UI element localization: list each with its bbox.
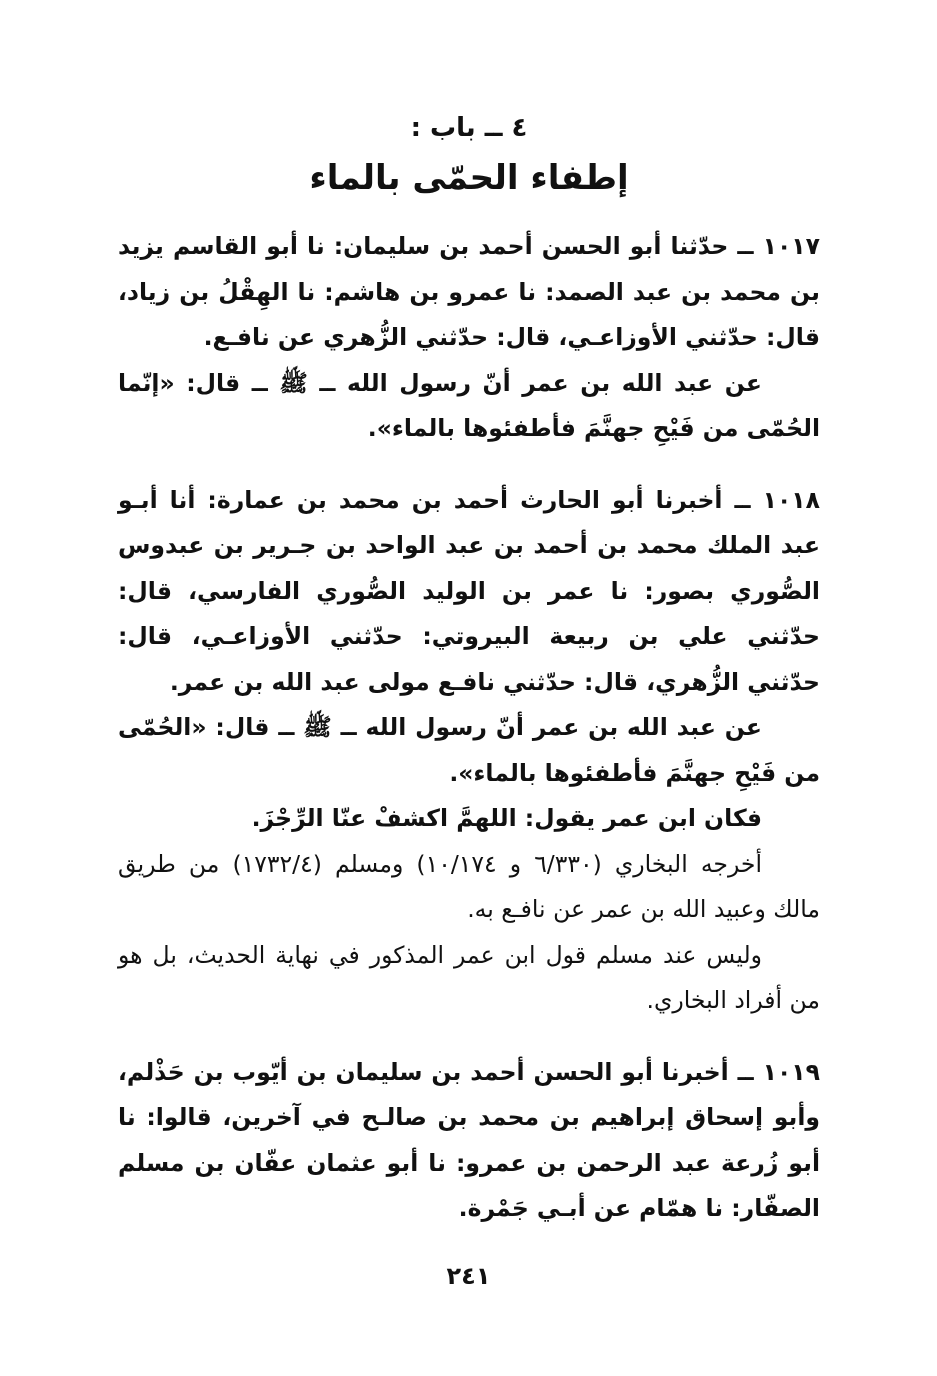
chapter-title: إطفاء الحمّى بالماء [309, 158, 629, 198]
commentary-note: وليس عند مسلم قول ابن عمر المذكور في نهاية الحديث، بل هو من أفراد البخاري. [118, 940, 820, 1014]
chapter-label: ٤ ــ باب : [410, 113, 528, 143]
ibn-umar-saying: فكان ابن عمر يقول: اللهمَّ اكشفْ عنّا الرِّجْزَ. [251, 804, 762, 832]
book-page [118, 108, 820, 1232]
hadith-1018-matn: عن عبد الله بن عمر أنّ رسول الله ــ ﷺ ــ قال: «الحُمّى من فَيْحِ جهنَّمَ فأطفئوها بالماء». [118, 713, 820, 787]
hadith-1018-isnad: ١٠١٨ ــ أخبرنا أبو الحارث أحمد بن محمد بن عمارة: أنا أبـو عبد الملك محمد بن أحمد بن عبد الواحد بن جـرير بن عبدوس الصُّوري بصور: نا عمر بن الوليد الصُّوري الفارسي، قال: حدّثني علي بن ربيعة البيروتي: حدّثني الأوزاعـي، قال: حدّثني الزُّهري، قال: حدّثني نافـع مولى عبد الله بن عمر. [118, 485, 820, 696]
hadith-1017-isnad: ١٠١٧ ــ حدّثنا أبو الحسن أحمد بن سليمان: نا أبو القاسم يزيد بن محمد بن عبد الصمد: نا عمرو بن هاشم: نا الهِقْلُ بن زياد، قال: حدّثني الأوزاعـي، قال: حدّثني الزُّهري عن نافـع. [118, 232, 820, 351]
section-gap [118, 452, 820, 478]
section-gap [118, 1024, 820, 1050]
hadith-1017-matn: عن عبد الله بن عمر أنّ رسول الله ــ ﷺ ــ قال: «إنّما الحُمّى من فَيْحِ جهنَّمَ فأطفئوها بالماء». [118, 368, 820, 442]
takhrij-note: أخرجه البخاري (٦/٣٣٠ و ١٠/١٧٤) ومسلم (١٧٣٢/٤) من طريق مالك وعبيد الله بن عمر عن نافـع به. [118, 849, 820, 923]
page-number: ٢٤١ [446, 1262, 491, 1290]
hadith-1019-isnad: ١٠١٩ ــ أخبرنا أبو الحسن أحمد بن سليمان بن أيّوب بن حَذْلم، وأبو إسحاق إبراهيم بن محمد بن صالـح في آخرين، قالوا: نا أبو زُرعة عبد الرحمن بن عمرو: نا أبو عثمان عفّان بن مسلم الصفّار: نا همّام عن أبـي جَمْرة. [118, 1057, 820, 1222]
